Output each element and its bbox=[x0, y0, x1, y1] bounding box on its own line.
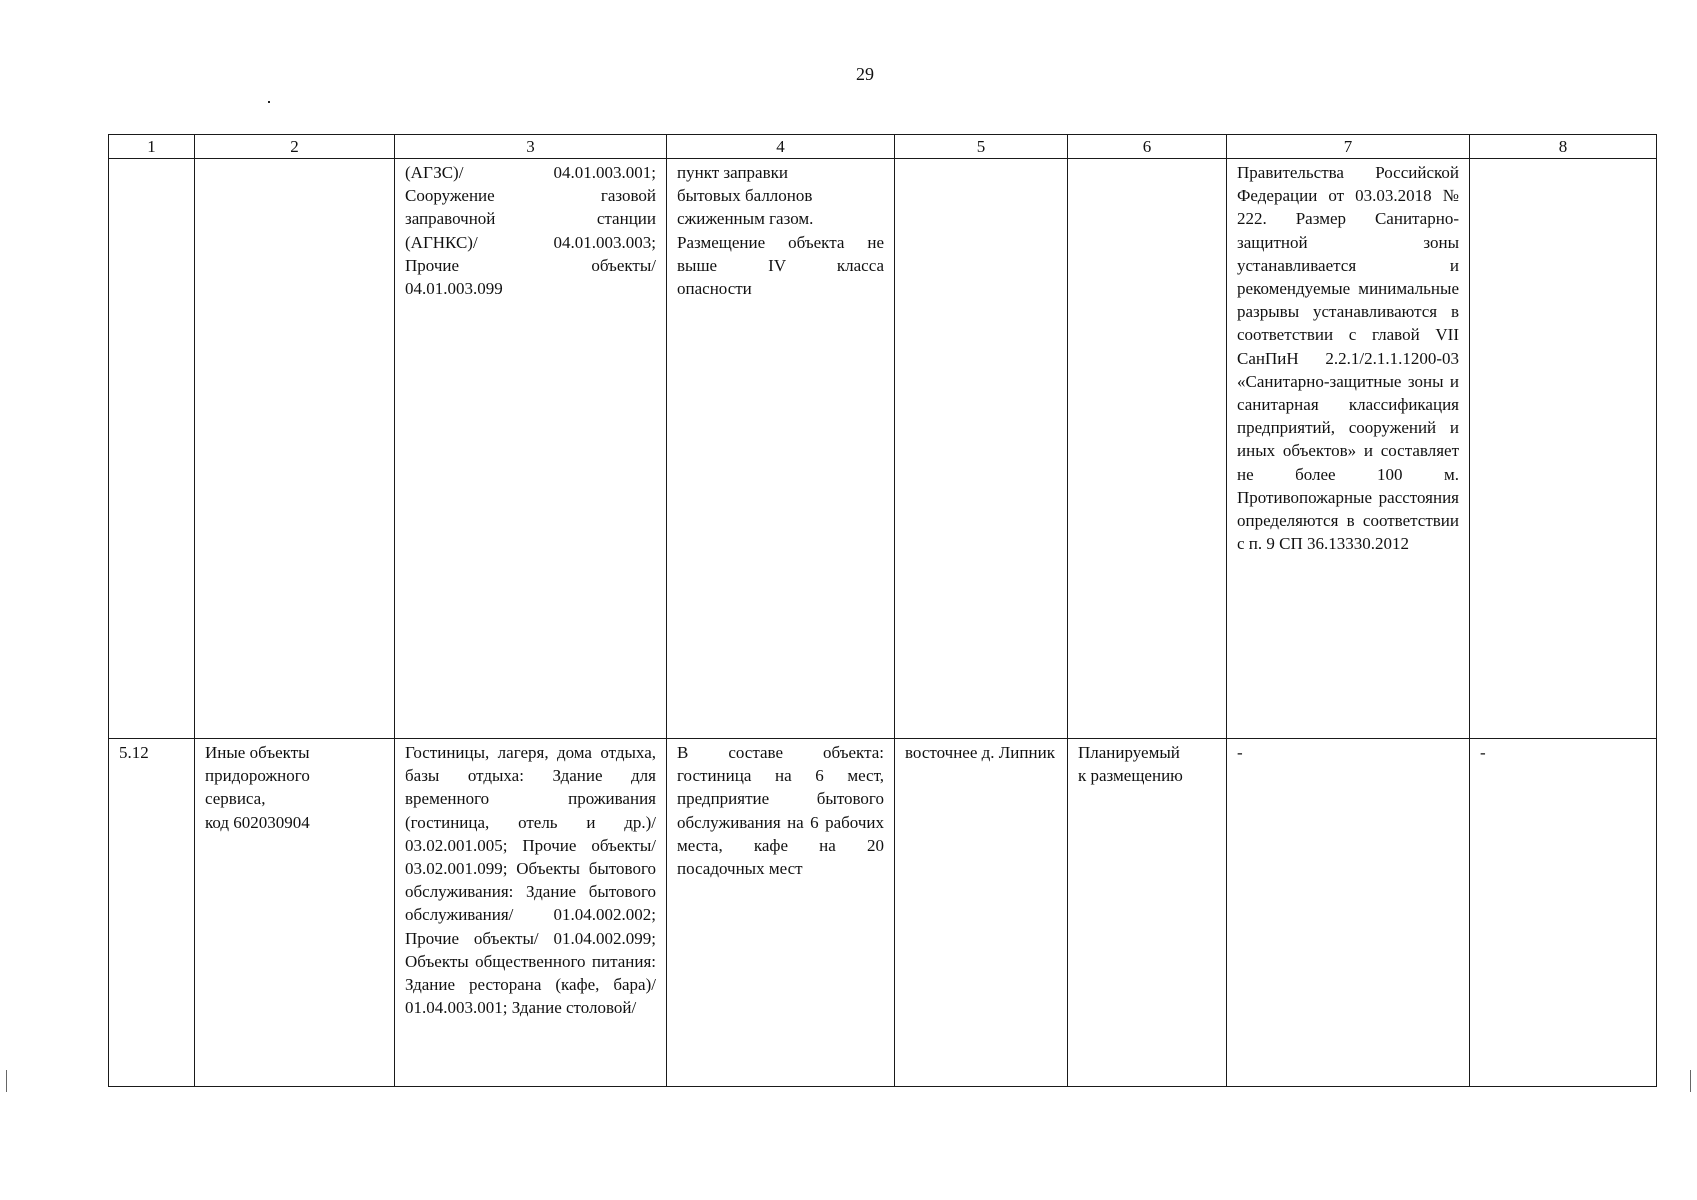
column-number: 6 bbox=[1068, 135, 1227, 159]
cell-zone-characteristics: - bbox=[1227, 739, 1470, 1087]
cell-location bbox=[895, 159, 1068, 739]
text-line: сервиса, bbox=[205, 789, 266, 809]
text-line: Прочие объекты/ bbox=[405, 255, 656, 275]
scan-edge-mark-right bbox=[1690, 1070, 1691, 1092]
column-number: 8 bbox=[1470, 135, 1657, 159]
scan-speck bbox=[268, 101, 270, 103]
text-line: опасности bbox=[677, 279, 752, 299]
page-number: 29 bbox=[856, 64, 874, 84]
column-number: 1 bbox=[109, 135, 195, 159]
column-number: 5 bbox=[895, 135, 1068, 159]
document-table-wrapper bbox=[108, 134, 1657, 1087]
text-line: Планируемый bbox=[1078, 743, 1180, 762]
cell-number: 5.12 bbox=[109, 739, 195, 1087]
scan-edge-mark-left bbox=[6, 1070, 7, 1092]
text-line: Размещение объекта не bbox=[677, 232, 884, 252]
cell-object-types bbox=[395, 159, 667, 739]
cell-location: восточнее д. Липник bbox=[895, 739, 1068, 1087]
cell-status bbox=[1068, 739, 1227, 1087]
cell-notes bbox=[1470, 159, 1657, 739]
cell-status bbox=[1068, 159, 1227, 739]
cell-object-name bbox=[195, 739, 395, 1087]
continuation-row bbox=[109, 159, 1657, 739]
text-line: бытовых баллонов bbox=[677, 186, 813, 206]
text-line: сжиженным газом. bbox=[677, 209, 814, 229]
document-table bbox=[108, 134, 1657, 1087]
text-line: (АГНКС)/ 04.01.003.003; bbox=[405, 232, 656, 252]
column-number: 4 bbox=[667, 135, 895, 159]
row-5-12 bbox=[109, 739, 1657, 1087]
text-line: пункт заправки bbox=[677, 163, 788, 182]
cell-characteristics: В составе объекта: гостиница на 6 мест, предприятие бытового обслуживания на 6 рабочих места, кафе на 20 посадочных мест bbox=[667, 739, 895, 1087]
cell-object-name bbox=[195, 159, 395, 739]
text-line: (АГЗС)/ 04.01.003.001; bbox=[405, 163, 656, 182]
column-number: 3 bbox=[395, 135, 667, 159]
column-number: 2 bbox=[195, 135, 395, 159]
column-number: 7 bbox=[1227, 135, 1470, 159]
text-line: 04.01.003.099 bbox=[405, 279, 503, 299]
cell-notes: - bbox=[1470, 739, 1657, 1087]
text-line: придорожного bbox=[205, 766, 310, 786]
text-line: к размещению bbox=[1078, 766, 1183, 786]
text-line: Иные объекты bbox=[205, 743, 310, 762]
cell-object-types: Гостиницы, лагеря, дома отдыха, базы отдыха: Здание для временного проживания (гостиница, отель и др.)/ 03.02.001.005; Прочие объекты/ 03.02.001.099; Объекты бытового обслуживания: Здание бытового обслуживания/ 01.04.002.002; Прочие объекты/ 01.04.002.099; Объекты общественного питания: Здание ресторана (кафе, бара)/ 01.04.003.001; Здание столовой/ bbox=[395, 739, 667, 1087]
text-line: Сооружение газовой bbox=[405, 186, 656, 206]
cell-characteristics bbox=[667, 159, 895, 739]
text-line: выше IV класса bbox=[677, 255, 884, 275]
column-number-row bbox=[109, 135, 1657, 159]
text-line: заправочной станции bbox=[405, 209, 656, 229]
cell-zone-characteristics: Правительства Российской Федерации от 03.03.2018 № 222. Размер Санитарно-защитной зоны устанавливается и рекомендуемые минимальные разрывы устанавливаются в соответствии с главой VII СанПиН 2.2.1/2.1.1.1200-03 «Санитарно-защитные зоны и санитарная классификация предприятий, сооружений и иных объектов» и составляет не более 100 м. Противопожарные расстояния определяются в соответствии с п. 9 СП 36.13330.2012 bbox=[1227, 159, 1470, 739]
text-line: код 602030904 bbox=[205, 812, 310, 832]
cell-number bbox=[109, 159, 195, 739]
